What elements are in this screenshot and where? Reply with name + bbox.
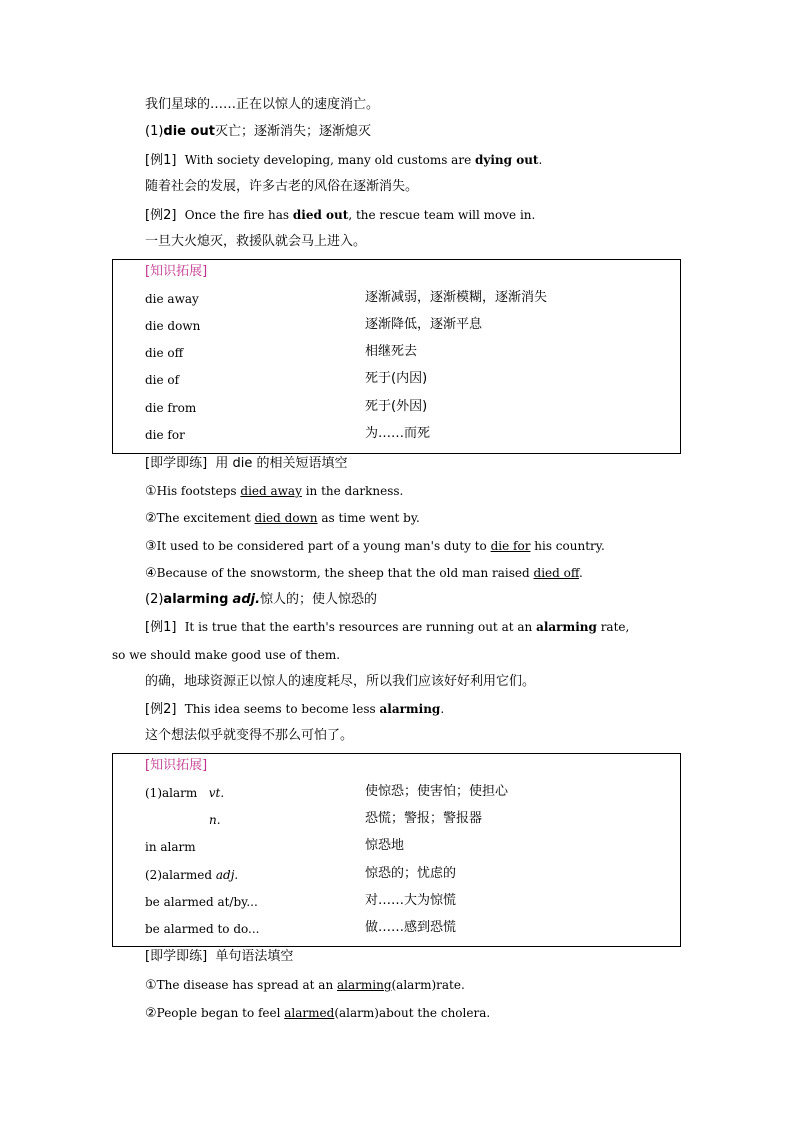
item-die-out	[145, 123, 371, 141]
item-text: his country.	[530, 539, 605, 553]
item-number: (1)	[145, 124, 164, 139]
item-phrase: alarming	[163, 592, 229, 607]
example-keyword: alarming	[379, 702, 441, 716]
definition: 使惊恐；使害怕；使担心	[365, 784, 509, 799]
item-number: ②	[145, 511, 157, 526]
example-text: With society developing, many old customs are	[184, 153, 475, 167]
item-answer: alarming	[336, 978, 392, 992]
item-number: (2)	[145, 592, 164, 607]
item-answer: died down	[254, 511, 318, 525]
item-text: It used to be considered part of a young man's duty to	[156, 539, 491, 553]
item-text: (alarm)about the cholera.	[334, 1006, 491, 1020]
item-text: The excitement	[156, 511, 255, 525]
box-heading: [知识拓展]	[145, 758, 208, 773]
example-tag: [例2]	[145, 208, 177, 223]
item-text: (alarm)rate.	[391, 978, 465, 992]
practice-tag: [即学即练]	[145, 949, 208, 964]
term: be alarmed at/by...	[145, 895, 258, 909]
definition: 逐渐减弱，逐渐模糊，逐渐消失	[365, 290, 548, 305]
item-text: .	[578, 566, 583, 580]
practice-1-heading	[145, 455, 348, 473]
definition: 死于(外因)	[365, 399, 428, 414]
definition: 为……而死	[365, 426, 431, 441]
example-text: rate,	[596, 620, 630, 634]
example-keyword: died out	[292, 208, 349, 222]
example-text: It is true that the earth's resources are running out at an	[184, 620, 537, 634]
example-tag: [例1]	[145, 620, 177, 635]
item-text: His footsteps	[156, 484, 241, 498]
item-pos: adj.	[232, 592, 261, 607]
term-pos: n.	[209, 813, 221, 827]
example-1-translation: 随着社会的发展，许多古老的风俗在逐渐消失。	[145, 179, 419, 194]
example-keyword: alarming	[536, 620, 597, 634]
term: die of	[145, 373, 180, 387]
term: die away	[145, 292, 199, 306]
example-3-translation: 的确，地球资源正以惊人的速度耗尽，所以我们应该好好利用它们。	[145, 674, 536, 689]
example-1	[145, 151, 542, 170]
definition: 对……大为惊慌	[365, 893, 457, 908]
example-text: .	[538, 153, 543, 167]
example-text: This idea seems to become less	[184, 702, 380, 716]
item-text: in the darkness.	[301, 484, 404, 498]
intro-sentence: 我们星球的……正在以惊人的速度消亡。	[145, 97, 380, 112]
practice-2-item-1	[145, 976, 465, 995]
term: in alarm	[145, 840, 196, 854]
item-text: as time went by.	[317, 511, 420, 525]
example-3	[145, 618, 629, 637]
practice-item-4	[145, 564, 583, 583]
practice-item-3	[145, 537, 605, 556]
example-tag: [例1]	[145, 153, 177, 168]
item-text: Because of the snowstorm, the sheep that the old man raised	[156, 566, 534, 580]
item-number: ①	[145, 978, 157, 993]
term	[145, 785, 224, 801]
example-2	[145, 206, 535, 225]
term	[145, 867, 238, 883]
example-text: .	[440, 702, 445, 716]
item-answer: die for	[490, 539, 531, 553]
definition: 做……感到恐慌	[365, 920, 457, 935]
practice-item-2	[145, 509, 420, 528]
item-text: People began to feel	[156, 1006, 285, 1020]
knowledge-box-die	[112, 259, 681, 454]
term-word: (1)alarm	[145, 786, 198, 800]
example-text: , the rescue team will move in.	[348, 208, 536, 222]
definition: 恐慌；警报；警报器	[365, 811, 483, 826]
item-phrase: die out	[163, 124, 215, 139]
item-answer: alarmed	[284, 1006, 335, 1020]
term-pos: vt.	[208, 786, 225, 800]
definition: 死于(内因)	[365, 371, 428, 386]
item-number: ①	[145, 484, 157, 499]
term: die off	[145, 346, 184, 360]
definition: 相继死去	[365, 344, 418, 359]
box-heading: [知识拓展]	[145, 264, 208, 279]
example-text: Once the fire has	[184, 208, 293, 222]
example-4-translation: 这个想法似乎就变得不那么可怕了。	[145, 728, 354, 743]
term-word: (2)alarmed	[145, 868, 213, 882]
term: die from	[145, 401, 197, 415]
item-meaning: 灭亡；逐渐消失；逐渐熄灭	[214, 124, 371, 139]
knowledge-box-alarm	[112, 753, 681, 947]
example-3-continued: so we should make good use of them.	[112, 648, 341, 662]
definition: 惊恐的；忧虑的	[365, 866, 457, 881]
item-number: ②	[145, 1006, 157, 1021]
example-keyword: dying out	[474, 153, 539, 167]
term: die down	[145, 319, 201, 333]
practice-2-item-2	[145, 1004, 490, 1023]
item-answer: died away	[240, 484, 302, 498]
practice-tag: [即学即练]	[145, 456, 208, 471]
term: die for	[145, 428, 185, 442]
practice-title: 单句语法填空	[215, 949, 294, 964]
practice-item-1	[145, 482, 403, 501]
example-2-translation: 一旦大火熄灭，救援队就会马上进入。	[145, 234, 367, 249]
example-tag: [例2]	[145, 702, 177, 717]
practice-title: 用 die 的相关短语填空	[215, 456, 348, 471]
term-pos: adj.	[215, 868, 239, 882]
term: be alarmed to do...	[145, 922, 260, 936]
item-answer: died off	[533, 566, 579, 580]
item-number: ④	[145, 566, 157, 581]
item-alarming	[145, 591, 377, 609]
definition: 逐渐降低，逐渐平息	[365, 317, 483, 332]
definition: 惊恐地	[365, 838, 405, 853]
item-meaning: 惊人的；使人惊恐的	[260, 592, 378, 607]
example-4	[145, 700, 444, 719]
item-text: The disease has spread at an	[156, 978, 337, 992]
practice-2-heading	[145, 948, 293, 966]
item-number: ③	[145, 539, 157, 554]
